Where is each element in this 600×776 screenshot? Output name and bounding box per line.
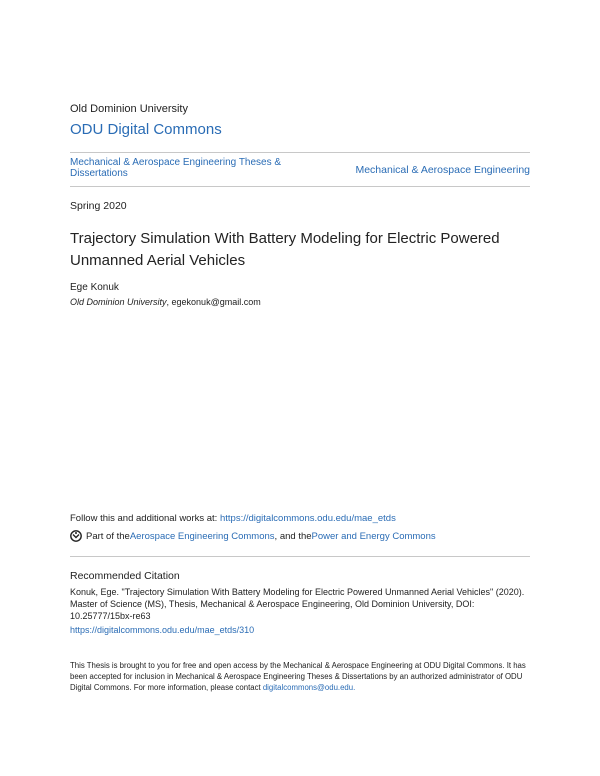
collection-link-department[interactable]: Mechanical & Aerospace Engineering (355, 164, 530, 176)
document-title: Trajectory Simulation With Battery Modeling for Electric Powered Unmanned Aerial Vehicles (70, 230, 500, 269)
part-of-line (70, 530, 436, 542)
part-of-prefix: Part of the (86, 530, 130, 542)
power-energy-commons-link[interactable]: Power and Energy Commons (311, 530, 436, 542)
author-affiliation (70, 297, 261, 307)
author-email: , egekonuk@gmail.com (166, 297, 261, 307)
aerospace-commons-link[interactable]: Aerospace Engineering Commons (129, 530, 275, 542)
part-of-middle: , and the (274, 530, 312, 542)
follow-url-link[interactable]: https://digitalcommons.odu.edu/mae_etds (219, 513, 396, 524)
follow-text: Follow this and additional works at: (70, 513, 220, 524)
follow-line (70, 513, 396, 524)
citation-url-link[interactable]: https://digitalcommons.odu.edu/mae_etds/310 (70, 625, 255, 635)
author-name: Ege Konuk (70, 282, 119, 293)
repository-link[interactable]: ODU Digital Commons (70, 121, 222, 138)
creative-commons-icon (70, 530, 82, 542)
citation-heading: Recommended Citation (70, 570, 180, 582)
divider-top (70, 152, 530, 153)
collection-link-theses[interactable]: Mechanical & Aerospace Engineering Theses & Dissertations (70, 157, 282, 179)
contact-email-link[interactable]: digitalcommons@odu.edu (262, 683, 354, 692)
access-statement-end: . (353, 683, 356, 692)
access-statement (70, 660, 535, 693)
affiliation-name: Old Dominion University (70, 297, 167, 307)
divider-citation (70, 556, 530, 557)
institution-name: Old Dominion University (70, 103, 188, 115)
divider-collections (70, 186, 530, 187)
publication-date: Spring 2020 (70, 200, 127, 212)
access-statement-text: This Thesis is brought to you for free and open access by the Mechanical & Aerospace Engineering at ODU Digital Commons. It has been accepted for inclusion in Mechanical & Aerospace Engineering Theses & Dissertations by an authorized administrator of ODU Digital Commons. For more information, please contact (70, 661, 526, 692)
citation-text: Konuk, Ege. "Trajectory Simulation With Battery Modeling for Electric Powered Unmanned Aerial Vehicles" (2020). Master of Science (MS), Thesis, Mechanical & Aerospace Engineering, Old Dominion University, DOI: 10.25777/15bx-re63 (70, 587, 525, 621)
